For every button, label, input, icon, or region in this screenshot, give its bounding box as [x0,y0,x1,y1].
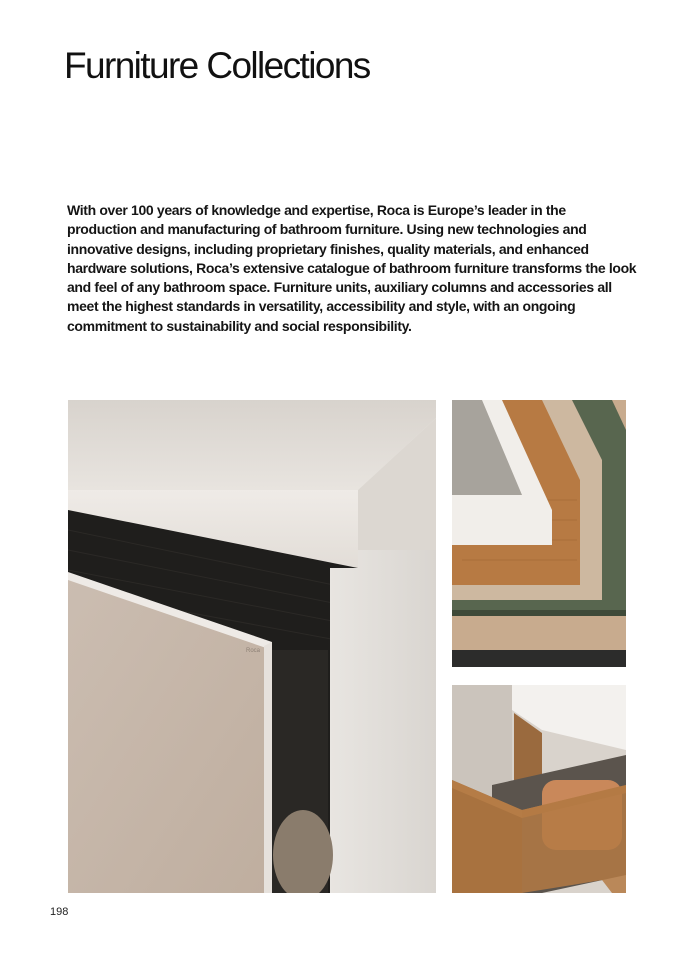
vanity-unit-illustration [68,400,436,893]
finish-samples-illustration [452,400,626,667]
intro-paragraph: With over 100 years of knowledge and expertise, Roca is Europe’s leader in the production and manufacturing of bathroom furniture. Using new technologies and innovative designs, including proprietary finishes, quality materials, and enhanced hardware solutions, Roca’s extensive catalogue of bathroom furniture transforms the look and feel of any bathroom space. Furniture units, auxiliary columns and accessories all meet the highest standards in versatility, accessibility and style, with an ongoing commitment to sustainability and social responsibility. [67,202,637,334]
drawer-photo [452,685,626,893]
page-title: Furniture Collections [64,45,370,86]
brand-mark: Roca [246,648,261,654]
finish-samples-photo [452,400,626,667]
vanity-unit-photo [68,400,436,893]
page-number: 198 [50,906,69,918]
drawer-illustration [452,685,626,893]
